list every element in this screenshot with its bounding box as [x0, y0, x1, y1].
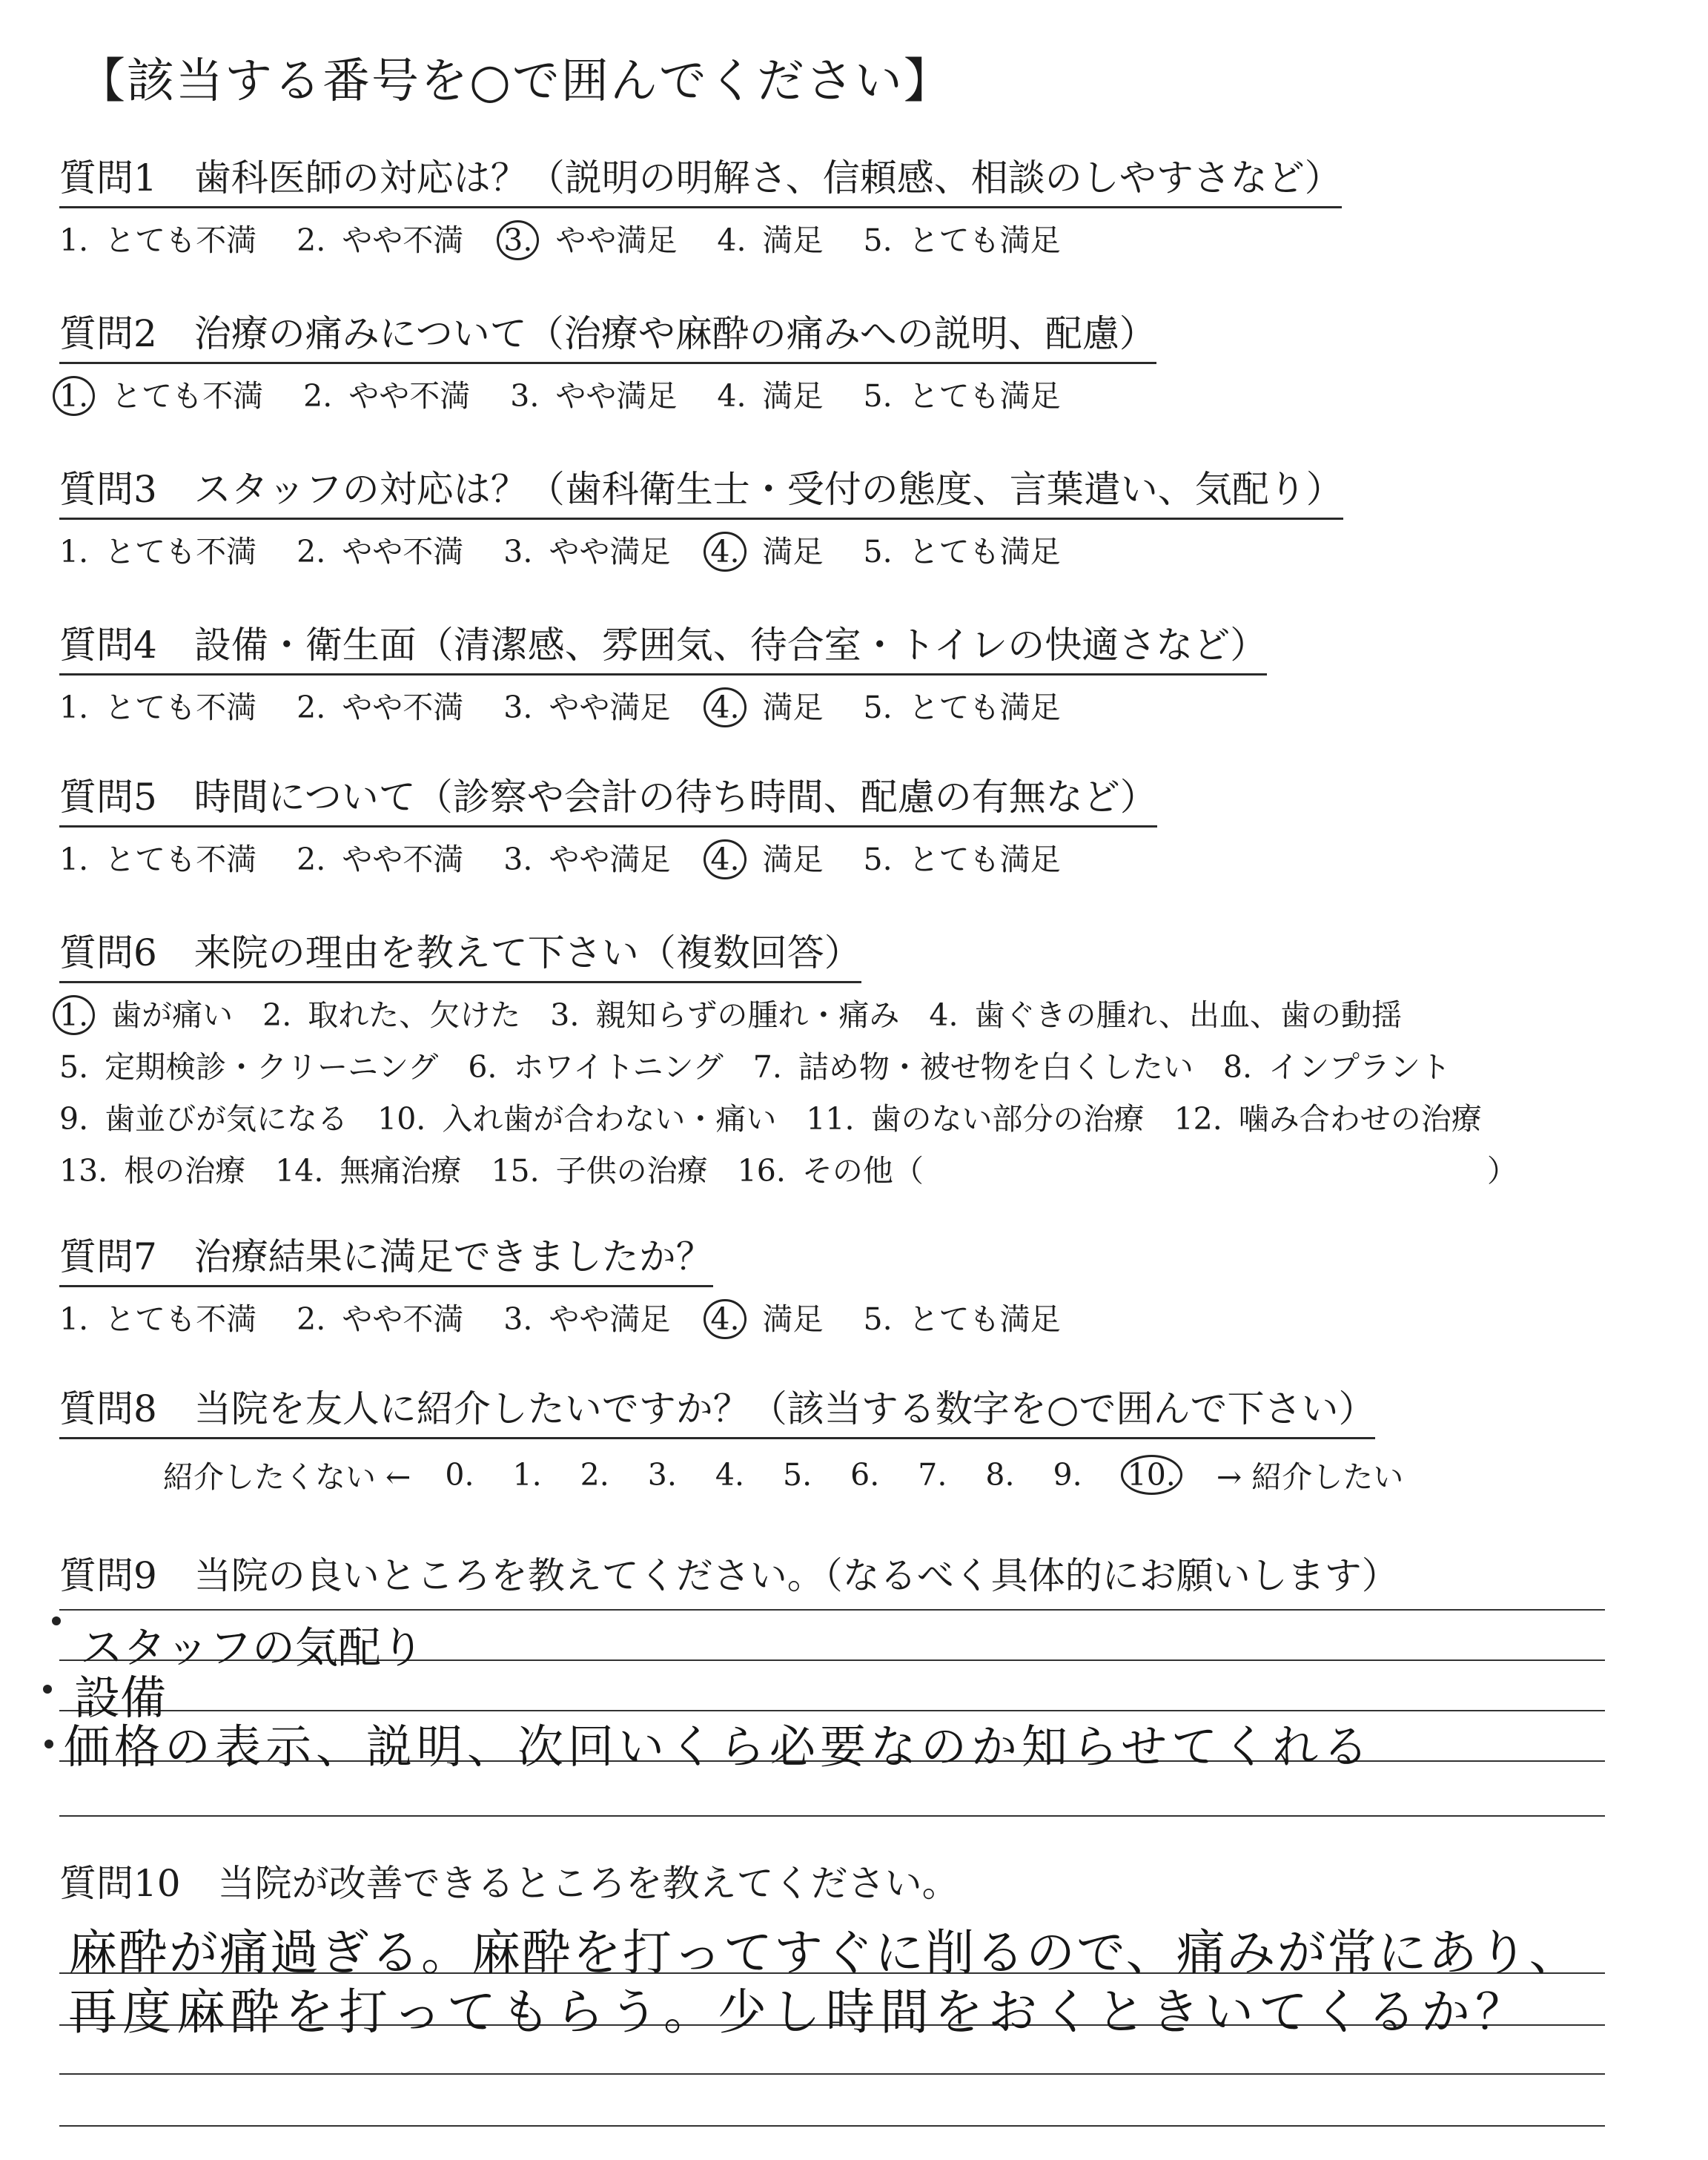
- q10-answer-1: 麻酔が痛過ぎる。麻酔を打ってすぐに削るので、痛みが常にあり、: [68, 1924, 1580, 1981]
- score-0[interactable]: 0.: [445, 1456, 474, 1493]
- option-label: とても満足: [908, 842, 1061, 877]
- option-label: 親知らずの腫れ・痛み: [595, 997, 900, 1033]
- option-number: 5.: [863, 222, 893, 258]
- option-number: 3.: [503, 1301, 533, 1337]
- option-number: 11.: [806, 1101, 855, 1137]
- question-9-title: 質問9 当院の良いところを教えてください。（なるべく具体的にお願いします）: [59, 1554, 1399, 1597]
- score-7[interactable]: 7.: [918, 1456, 947, 1493]
- option-1[interactable]: [59, 371, 263, 415]
- answer-line: [59, 1609, 1605, 1611]
- option-label: とても不満: [105, 690, 257, 725]
- score-9[interactable]: 9.: [1053, 1456, 1082, 1493]
- option-label: とても不満: [105, 842, 257, 877]
- option-label: やや満足: [549, 842, 671, 877]
- option-number: 3.: [503, 534, 533, 569]
- selected-option-number: 4.: [704, 1299, 746, 1339]
- option-1[interactable]: [59, 527, 256, 571]
- reason-option-10[interactable]: [377, 1101, 776, 1137]
- option-5[interactable]: [864, 216, 1061, 260]
- option-label: やや満足: [549, 1301, 671, 1337]
- answer-line: [59, 2073, 1605, 2075]
- option-label: やや不満: [348, 378, 471, 414]
- reason-option-12[interactable]: [1174, 1101, 1482, 1137]
- option-4[interactable]: [710, 835, 823, 879]
- option-label: 満足: [762, 1301, 824, 1337]
- option-number: 3.: [510, 378, 540, 414]
- question-1: [59, 148, 1342, 260]
- question-3-options: [59, 527, 1343, 571]
- option-label: 無痛治療: [340, 1153, 462, 1189]
- option-number: 7.: [752, 1049, 782, 1085]
- option-number: 5.: [59, 1049, 89, 1085]
- option-label: やや不満: [342, 690, 464, 725]
- option-label: とても満足: [908, 1301, 1061, 1337]
- question-2-title: 質問2 治療の痛みについて（治療や麻酔の痛みへの説明、配慮）: [59, 304, 1156, 364]
- option-label: やや不満: [342, 1301, 464, 1337]
- option-row: [59, 991, 1547, 1043]
- option-number: 4.: [717, 378, 747, 414]
- option-label: インプラント: [1268, 1049, 1451, 1085]
- option-label: とても満足: [908, 378, 1061, 414]
- option-label: 満足: [762, 222, 824, 258]
- option-label: 満足: [762, 534, 824, 569]
- option-label: とても満足: [908, 222, 1061, 258]
- option-number: 3.: [503, 690, 533, 725]
- option-label: やや満足: [549, 534, 671, 569]
- q10-answer-2: 再度麻酔を打ってもらう。少し時間をおくときいてくるか？: [68, 1984, 1529, 2041]
- option-number: 2.: [297, 222, 326, 258]
- option-4[interactable]: [710, 527, 823, 571]
- option-number: 5.: [863, 1301, 893, 1337]
- option-number: 16.: [737, 1153, 786, 1189]
- option-label: とても不満: [105, 222, 257, 258]
- option-4[interactable]: [710, 683, 823, 727]
- option-2[interactable]: [303, 371, 470, 415]
- option-label: 満足: [762, 690, 824, 725]
- score-3[interactable]: 3.: [647, 1456, 677, 1493]
- option-number: 2.: [262, 997, 292, 1033]
- answer-line: [59, 2125, 1605, 2127]
- option-label: 歯ぐきの腫れ、出血、歯の動揺: [974, 997, 1402, 1033]
- option-label: やや満足: [555, 222, 678, 258]
- option-number: 2.: [303, 378, 333, 414]
- option-3[interactable]: [503, 1295, 670, 1338]
- reason-option-3[interactable]: [550, 997, 899, 1033]
- option-label: 定期検診・クリーニング: [105, 1049, 439, 1085]
- option-label: とても不満: [111, 378, 264, 414]
- option-number: 2.: [297, 690, 326, 725]
- option-label: その他（: [801, 1153, 924, 1189]
- option-number: 6.: [468, 1049, 497, 1085]
- option-label: 取れた、欠けた: [308, 997, 521, 1033]
- option-number: 15.: [491, 1153, 540, 1189]
- option-number: 4.: [929, 997, 959, 1033]
- question-8: [59, 1379, 1403, 1496]
- option-5[interactable]: [864, 683, 1061, 727]
- question-5-options: [59, 835, 1157, 879]
- recommend-right-label: → 紹介したい: [1216, 1459, 1404, 1495]
- score-4[interactable]: 4.: [715, 1456, 745, 1493]
- selected-option-number: 1.: [53, 995, 95, 1035]
- option-3[interactable]: [503, 527, 670, 571]
- option-label: 満足: [762, 842, 824, 877]
- page-title: 【該当する番号を○で囲んでください】: [78, 54, 953, 109]
- option-label: やや不満: [342, 842, 464, 877]
- option-label: やや不満: [342, 534, 464, 569]
- option-label: とても不満: [105, 534, 257, 569]
- option-4[interactable]: [710, 1295, 823, 1338]
- option-2[interactable]: [297, 835, 463, 879]
- option-label: やや不満: [342, 222, 464, 258]
- option-number: 1.: [59, 222, 89, 258]
- option-number: 1.: [59, 534, 89, 569]
- option-1[interactable]: [59, 835, 256, 879]
- option-label: 詰め物・被せ物を白くしたい: [798, 1049, 1194, 1085]
- reason-option-4[interactable]: [929, 997, 1402, 1033]
- option-3[interactable]: [503, 835, 670, 879]
- recommend-scale: [163, 1453, 1403, 1496]
- question-8-title: 質問8 当院を友人に紹介したいですか？（該当する数字を○で囲んで下さい）: [59, 1379, 1375, 1439]
- question-7-options: [59, 1295, 1101, 1338]
- option-row: [59, 1043, 1547, 1094]
- reason-option-1[interactable]: [59, 997, 233, 1033]
- q9-answer-1: スタッフの気配り: [80, 1622, 425, 1673]
- question-3: [59, 460, 1343, 571]
- option-2[interactable]: [297, 1295, 463, 1338]
- option-4[interactable]: [717, 216, 823, 260]
- option-label: 根の治療: [124, 1153, 246, 1189]
- score-8[interactable]: 8.: [985, 1456, 1015, 1493]
- option-label: 歯のない部分の治療: [870, 1101, 1145, 1137]
- question-3-title: 質問3 スタッフの対応は？（歯科衛生士・受付の態度、言葉遣い、気配り）: [59, 460, 1343, 520]
- reason-option-2[interactable]: [262, 997, 520, 1033]
- question-9: [59, 1546, 1399, 1604]
- question-7: [59, 1227, 1101, 1338]
- option-row: [59, 1094, 1547, 1146]
- option-5[interactable]: [864, 1295, 1061, 1338]
- option-number: 13.: [59, 1153, 108, 1189]
- score-2[interactable]: 2.: [580, 1456, 609, 1493]
- selected-option-number: 4.: [704, 839, 746, 879]
- reason-option-5[interactable]: [59, 1049, 438, 1085]
- option-label: 子供の治療: [555, 1153, 708, 1189]
- option-number: 12.: [1174, 1101, 1222, 1137]
- handwritten-bullet: [44, 1740, 53, 1748]
- option-label: とても満足: [908, 534, 1061, 569]
- selected-option-number: 3.: [497, 220, 539, 260]
- option-label: やや満足: [549, 690, 671, 725]
- option-4[interactable]: [717, 371, 823, 415]
- option-number: 10.: [377, 1101, 426, 1137]
- option-label: とても不満: [105, 1301, 257, 1337]
- reason-option-15[interactable]: [491, 1153, 707, 1189]
- option-1[interactable]: [59, 1295, 256, 1338]
- option-number: 14.: [275, 1153, 324, 1189]
- question-7-title: 質問7 治療結果に満足できましたか？: [59, 1227, 713, 1287]
- option-label: 入れ歯が合わない・痛い: [442, 1101, 777, 1137]
- reason-option-14[interactable]: [275, 1153, 461, 1189]
- option-1[interactable]: [59, 216, 256, 260]
- option-label: やや満足: [555, 378, 678, 414]
- option-3[interactable]: [503, 683, 670, 727]
- option-number: 5.: [863, 378, 893, 414]
- reason-option-7[interactable]: [753, 1049, 1194, 1085]
- option-3[interactable]: [510, 371, 677, 415]
- option-5[interactable]: [864, 371, 1061, 415]
- question-1-title: 質問1 歯科医師の対応は？（説明の明解さ、信頼感、相談のしやすさなど）: [59, 148, 1342, 208]
- reason-option-11[interactable]: [806, 1101, 1144, 1137]
- selected-option-number: 4.: [704, 532, 746, 572]
- option-number: 3.: [550, 997, 580, 1033]
- option-label: とても満足: [908, 690, 1061, 725]
- question-4-title: 質問4 設備・衛生面（清潔感、雰囲気、待合室・トイレの快適さなど）: [59, 615, 1267, 676]
- score-1[interactable]: 1.: [512, 1456, 542, 1493]
- selected-option-number: 4.: [704, 687, 746, 727]
- option-number: 8.: [1222, 1049, 1252, 1085]
- option-number: 1.: [59, 690, 89, 725]
- option-label: 満足: [762, 378, 824, 414]
- score-6[interactable]: 6.: [850, 1456, 880, 1493]
- question-5: [59, 767, 1157, 879]
- option-5[interactable]: [864, 835, 1061, 879]
- reason-option-16[interactable]: [738, 1153, 1517, 1189]
- option-label: 歯並びが気になる: [105, 1101, 348, 1137]
- question-4: [59, 615, 1267, 727]
- handwritten-bullet: [43, 1685, 52, 1694]
- q9-answer-2: 設備: [74, 1671, 167, 1725]
- other-close-paren: ）: [1486, 1153, 1517, 1189]
- option-number: 5.: [863, 842, 893, 877]
- option-row: [59, 1146, 1547, 1198]
- option-number: 1.: [59, 842, 89, 877]
- option-number: 1.: [59, 1301, 89, 1337]
- option-2[interactable]: [297, 527, 463, 571]
- question-10-title: 質問10 当院が改善できるところを教えてください。: [59, 1862, 959, 1905]
- question-2-options: [59, 371, 1156, 415]
- option-number: 3.: [503, 842, 533, 877]
- option-number: 5.: [863, 690, 893, 725]
- option-number: 5.: [863, 534, 893, 569]
- option-5[interactable]: [864, 527, 1061, 571]
- question-5-title: 質問5 時間について（診察や会計の待ち時間、配慮の有無など）: [59, 767, 1157, 828]
- option-2[interactable]: [297, 683, 463, 727]
- recommend-left-label: 紹介したくない ←: [163, 1459, 411, 1495]
- option-label: ホワイトニング: [513, 1049, 724, 1085]
- reason-option-13[interactable]: [59, 1153, 245, 1189]
- option-number: 9.: [59, 1101, 89, 1137]
- option-2[interactable]: [297, 216, 463, 260]
- recommend-numbers: [426, 1457, 1201, 1493]
- question-6: [59, 923, 1547, 1198]
- selected-score[interactable]: 10.: [1121, 1455, 1182, 1495]
- reason-option-9[interactable]: [59, 1101, 348, 1137]
- option-3[interactable]: [503, 216, 677, 260]
- option-1[interactable]: [59, 683, 256, 727]
- option-number: 2.: [297, 534, 326, 569]
- option-number: 2.: [297, 1301, 326, 1337]
- option-number: 4.: [717, 222, 747, 258]
- score-5[interactable]: 5.: [783, 1456, 812, 1493]
- selected-option-number: 1.: [53, 376, 95, 416]
- question-10: [59, 1854, 959, 1912]
- option-label: 噛み合わせの治療: [1238, 1101, 1482, 1137]
- question-6-options: [59, 991, 1547, 1198]
- handwritten-bullet: [52, 1616, 61, 1625]
- reason-option-6[interactable]: [468, 1049, 723, 1085]
- reason-option-8[interactable]: [1223, 1049, 1451, 1085]
- question-2: [59, 304, 1156, 415]
- q9-answer-3: 価格の表示、説明、次回いくら必要なのか知らせてくれる: [64, 1720, 1374, 1774]
- question-1-options: [59, 216, 1342, 260]
- option-label: 歯が痛い: [111, 997, 234, 1033]
- answer-line: [59, 1815, 1605, 1817]
- question-6-title: 質問6 来院の理由を教えて下さい（複数回答）: [59, 923, 861, 983]
- option-number: 2.: [297, 842, 326, 877]
- question-4-options: [59, 683, 1267, 727]
